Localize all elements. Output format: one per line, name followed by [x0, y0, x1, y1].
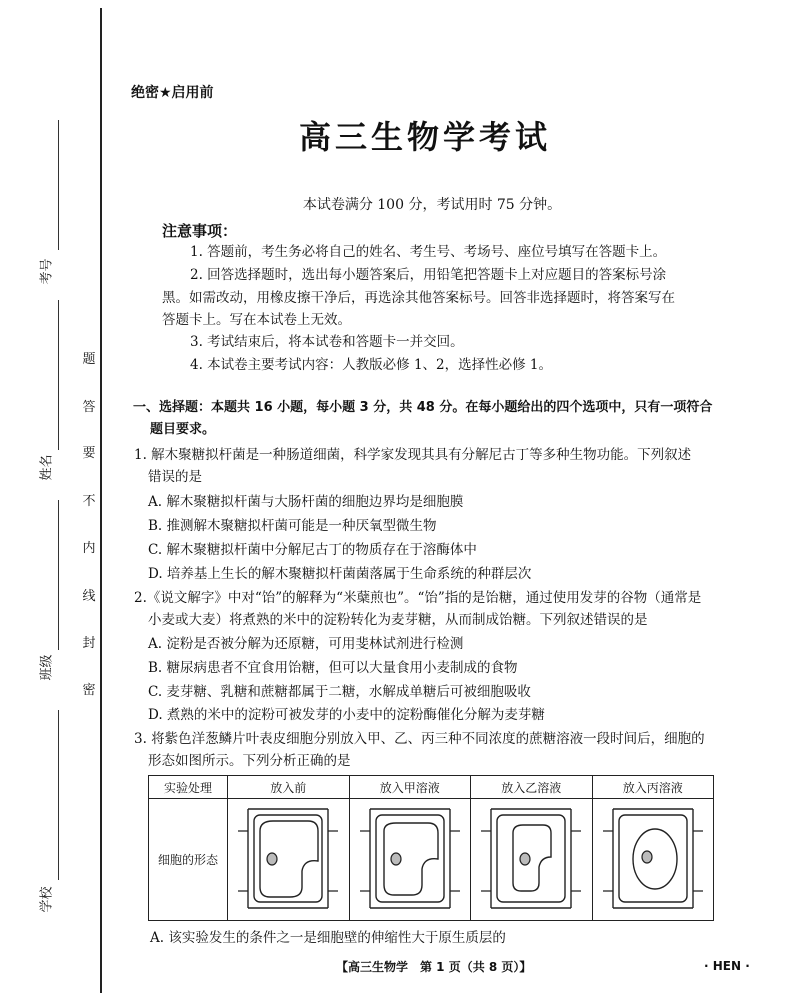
- row-label: 细胞的形态: [149, 799, 228, 921]
- school-label: 学校: [39, 886, 55, 913]
- question-stem: 2.《说文解字》中对“饴”的解释为“米蘖煎也”。“饴”指的是饴糖，通过使用发芽的谷物（通常是: [134, 590, 702, 606]
- seal-char: 答: [82, 400, 96, 415]
- option: A. 该实验发生的条件之一是细胞壁的伸缩性大于原生质层的: [150, 930, 506, 946]
- seal-char: 内: [82, 541, 96, 556]
- table-header: 放入乙溶液: [471, 776, 593, 799]
- class-label: 班级: [39, 654, 55, 681]
- option: A. 淀粉是否被分解为还原糖，可用斐林试剂进行检测: [148, 636, 464, 652]
- cell-figure-yi: [471, 799, 593, 921]
- notice-line: 2. 回答选择题时，选出每小题答案后，用铅笔把答题卡上对应题目的答案标号涂: [190, 267, 667, 283]
- cell-figure-before: [228, 799, 350, 921]
- notice-line: 1. 答题前，考生务必将自己的姓名、考生号、考场号、座位号填写在答题卡上。: [190, 244, 667, 260]
- cell-figure-jia: [349, 799, 471, 921]
- confidential-mark: 绝密★启用前: [131, 85, 214, 101]
- seal-char: 要: [82, 446, 96, 461]
- question-stem: 3. 将紫色洋葱鳞片叶表皮细胞分别放入甲、乙、丙三种不同浓度的蔗糖溶液一段时间后，细胞的: [134, 731, 705, 747]
- notice-line: 3. 考试结束后，将本试卷和答题卡一并交回。: [190, 334, 464, 350]
- class-fill-line: [58, 500, 59, 650]
- seal-char: 封: [82, 636, 96, 651]
- table-header: 实验处理: [149, 776, 228, 799]
- question-stem: 错误的是: [148, 469, 202, 485]
- school-fill-line: [58, 710, 59, 880]
- notice-line: 答题卡上。写在本试卷上无效。: [162, 312, 351, 328]
- cell-figure-bing: [592, 799, 714, 921]
- name-label: 姓名: [39, 454, 55, 481]
- notice-heading: 注意事项：: [162, 222, 238, 240]
- cell-before-icon: [238, 801, 338, 916]
- seal-char: 线: [82, 589, 96, 604]
- option: B. 推测解木聚糖拟杆菌可能是一种厌氧型微生物: [148, 518, 437, 534]
- cell-yi-icon: [481, 801, 581, 916]
- table-header: 放入前: [228, 776, 350, 799]
- notice-line: 黑。如需改动，用橡皮擦干净后，再选涂其他答案标号。回答非选择题时，将答案写在: [162, 290, 675, 306]
- page-title: 高三生物学考试: [298, 118, 551, 156]
- option: B. 糖尿病患者不宜食用饴糖，但可以大量食用小麦制成的食物: [148, 660, 518, 676]
- exam-info: 本试卷满分 100 分，考试用时 75 分钟。: [302, 197, 562, 213]
- question-stem: 小麦或大麦）将煮熟的米中的淀粉转化为麦芽糖，从而制成饴糖。下列叙述错误的是: [148, 612, 648, 628]
- page-footer: 【高三生物学 第 1 页（共 8 页）】: [336, 960, 532, 974]
- seal-char: 题: [82, 352, 96, 367]
- section-heading: 一、选择题：本题共 16 小题，每小题 3 分，共 48 分。在每小题给出的四个选项中，只有一项符合: [133, 400, 713, 415]
- option: D. 培养基上生长的解木聚糖拟杆菌菌落属于生命系统的种群层次: [148, 566, 532, 582]
- cell-bing-icon: [603, 801, 703, 916]
- section-heading-cont: 题目要求。: [150, 422, 216, 437]
- cell-shape-table: [148, 775, 714, 921]
- table-header: 放入丙溶液: [592, 776, 714, 799]
- option: A. 解木聚糖拟杆菌与大肠杆菌的细胞边界均是细胞膜: [148, 494, 464, 510]
- notice-line: 4. 本试卷主要考试内容：人教版必修 1、2，选择性必修 1。: [190, 357, 553, 373]
- option: C. 麦芽糖、乳糖和蔗糖都属于二糖，水解成单糖后可被细胞吸收: [148, 684, 531, 700]
- seal-char: 不: [82, 494, 96, 509]
- option: C. 解木聚糖拟杆菌中分解尼古丁的物质存在于溶酶体中: [148, 542, 477, 558]
- option: D. 煮熟的米中的淀粉可被发芽的小麦中的淀粉酶催化分解为麦芽糖: [148, 707, 545, 723]
- question-stem: 1. 解木聚糖拟杆菌是一种肠道细菌，科学家发现其具有分解尼古丁等多种生物功能。下列叙述: [134, 447, 692, 463]
- cell-jia-icon: [360, 801, 460, 916]
- name-fill-line: [58, 300, 59, 450]
- table-header: 放入甲溶液: [349, 776, 471, 799]
- exam-no-label: 考号: [39, 258, 55, 285]
- question-stem: 形态如图所示。下列分析正确的是: [148, 753, 351, 769]
- paper-code: · HEN ·: [704, 959, 750, 973]
- seal-char: 密: [82, 683, 96, 698]
